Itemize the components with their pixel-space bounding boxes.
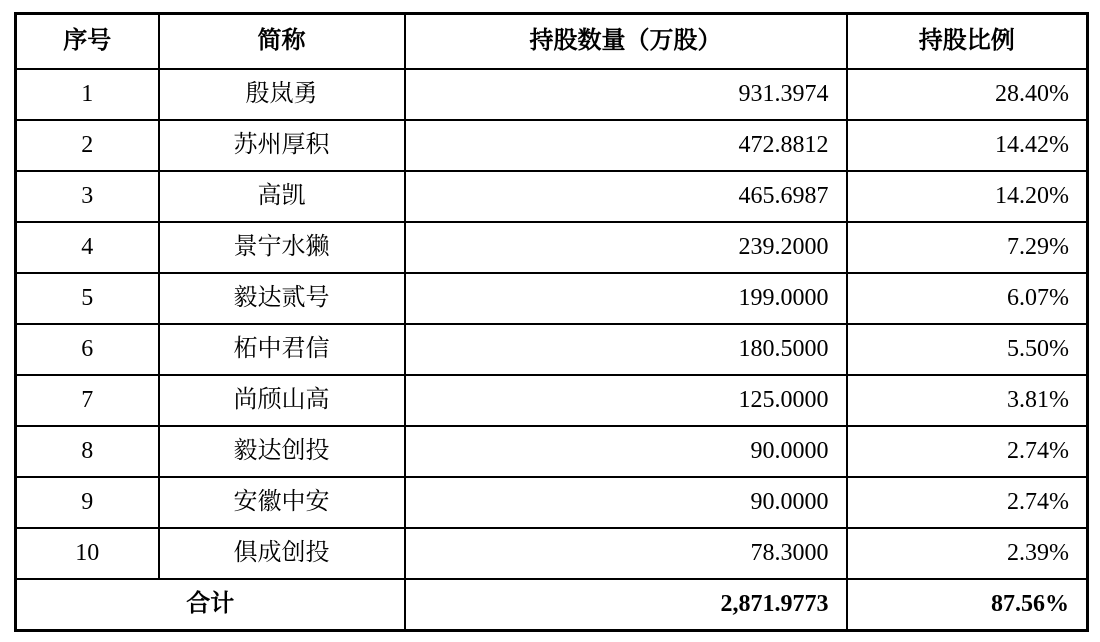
header-cell-shares: 持股数量（万股） [405, 14, 847, 69]
row-cell-shares: 239.2000 [405, 222, 847, 273]
row-cell-shares: 472.8812 [405, 120, 847, 171]
header-cell-name: 简称 [159, 14, 405, 69]
table-row [16, 69, 1088, 120]
row-cell-no: 6 [16, 324, 159, 375]
row-cell-shares: 931.3974 [405, 69, 847, 120]
table-row [16, 324, 1088, 375]
table-row [16, 120, 1088, 171]
total-shares-cell: 2,871.9773 [405, 579, 847, 631]
row-cell-name: 景宁水獭 [159, 222, 405, 273]
row-cell-no: 4 [16, 222, 159, 273]
row-cell-name: 安徽中安 [159, 477, 405, 528]
row-cell-name: 柘中君信 [159, 324, 405, 375]
table-row [16, 222, 1088, 273]
row-cell-no: 1 [16, 69, 159, 120]
total-ratio-cell: 87.56% [847, 579, 1088, 631]
row-cell-ratio: 14.42% [847, 120, 1088, 171]
header-cell-ratio: 持股比例 [847, 14, 1088, 69]
row-cell-shares: 125.0000 [405, 375, 847, 426]
row-cell-no: 3 [16, 171, 159, 222]
row-cell-no: 9 [16, 477, 159, 528]
row-cell-no: 5 [16, 273, 159, 324]
total-row [16, 579, 1088, 631]
row-cell-name: 殷岚勇 [159, 69, 405, 120]
row-cell-no: 8 [16, 426, 159, 477]
table-row [16, 375, 1088, 426]
shareholder-table [14, 12, 1089, 632]
row-cell-ratio: 7.29% [847, 222, 1088, 273]
row-cell-name: 尚颀山高 [159, 375, 405, 426]
header-row [16, 14, 1088, 69]
header-cell-no: 序号 [16, 14, 159, 69]
row-cell-name: 毅达创投 [159, 426, 405, 477]
row-cell-shares: 180.5000 [405, 324, 847, 375]
row-cell-no: 10 [16, 528, 159, 579]
row-cell-ratio: 2.39% [847, 528, 1088, 579]
row-cell-name: 毅达贰号 [159, 273, 405, 324]
row-cell-ratio: 5.50% [847, 324, 1088, 375]
row-cell-no: 7 [16, 375, 159, 426]
total-label-cell: 合计 [16, 579, 405, 631]
row-cell-name: 高凯 [159, 171, 405, 222]
row-cell-ratio: 2.74% [847, 426, 1088, 477]
row-cell-shares: 199.0000 [405, 273, 847, 324]
row-cell-shares: 90.0000 [405, 477, 847, 528]
table-row [16, 477, 1088, 528]
row-cell-ratio: 2.74% [847, 477, 1088, 528]
row-cell-ratio: 6.07% [847, 273, 1088, 324]
row-cell-shares: 90.0000 [405, 426, 847, 477]
row-cell-shares: 78.3000 [405, 528, 847, 579]
table-row [16, 528, 1088, 579]
table-row [16, 273, 1088, 324]
row-cell-name: 俱成创投 [159, 528, 405, 579]
row-cell-ratio: 3.81% [847, 375, 1088, 426]
row-cell-name: 苏州厚积 [159, 120, 405, 171]
table-row [16, 426, 1088, 477]
row-cell-ratio: 14.20% [847, 171, 1088, 222]
row-cell-no: 2 [16, 120, 159, 171]
row-cell-shares: 465.6987 [405, 171, 847, 222]
row-cell-ratio: 28.40% [847, 69, 1088, 120]
table-row [16, 171, 1088, 222]
